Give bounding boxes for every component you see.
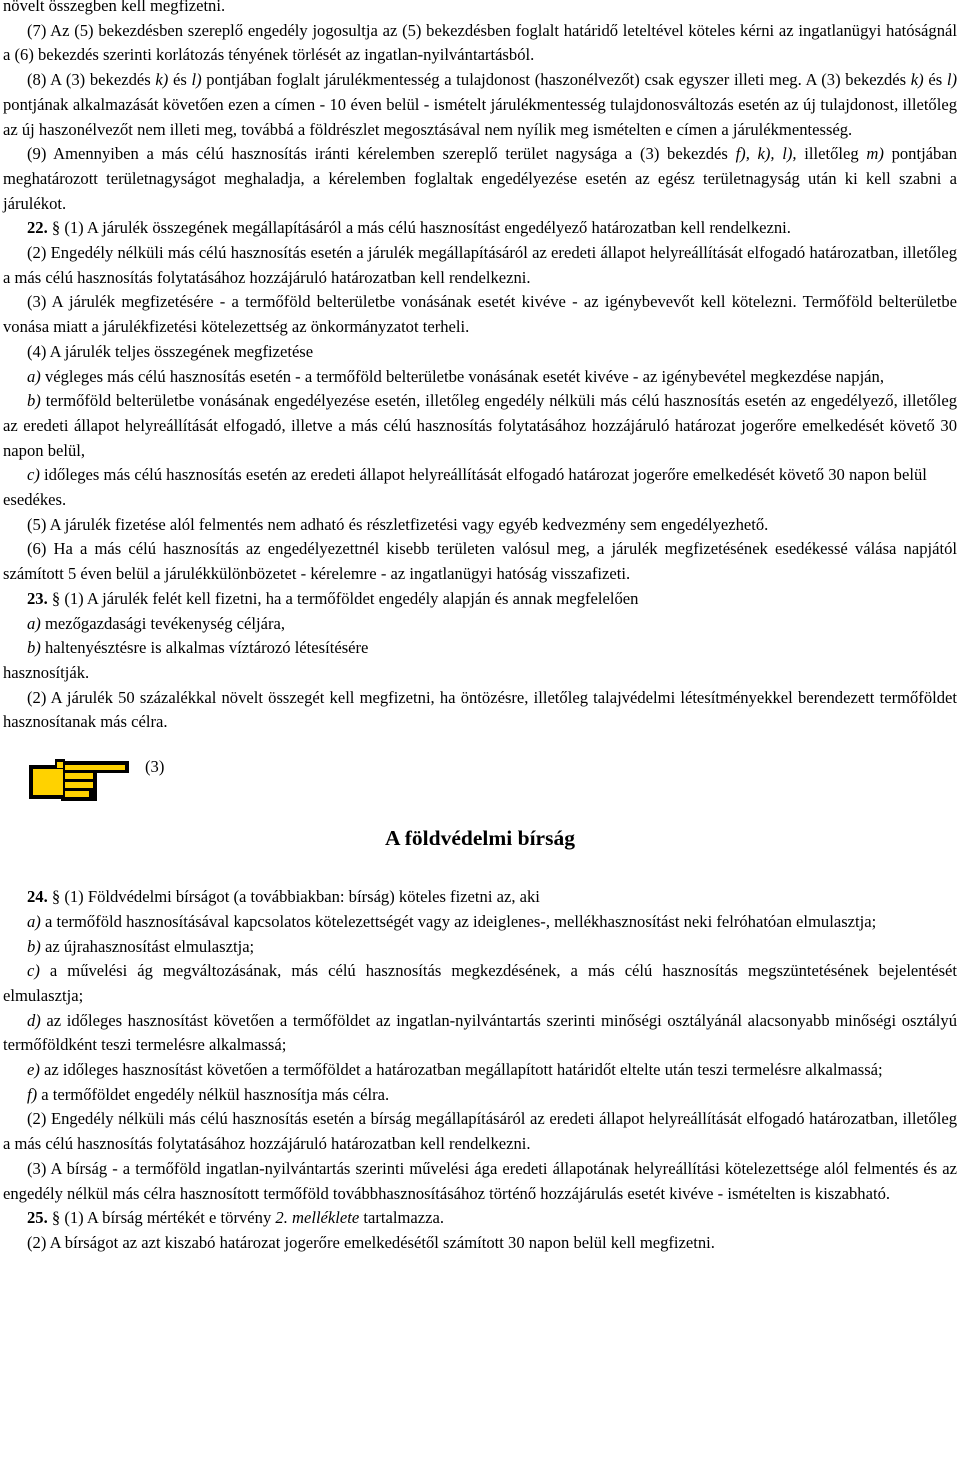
paragraph-9: (9) Amennyiben a más célú hasznosítás iránti kérelemben szereplő terület nagysága a (3) bekezdés f), k), l), illetőleg m) pontjában meghatározott területnagyságot meghaladja, a kérelemben foglaltak engedélyezése esetén az egész területnagyság után ki kell szabni a járulékot. [3, 144, 958, 213]
section-number: 25. [27, 1208, 48, 1228]
section-24-para-1: 24. § (1) Földvédelmi bírságot (a továbbiakban: bírság) köteles fizetni az, aki [27, 887, 540, 907]
section-number: 22. [27, 218, 48, 238]
section-24-point-b: b) az újrahasznosítást elmulasztja; [27, 936, 255, 956]
section-24-point-d: d) az időleges hasznosítást követően a termőföldet az ingatlan-nyilvántartás szerinti minőségi osztályánál alacsonyabb minőségi osztályú termőföldként teszi termelésre alkalmassá; [3, 1010, 957, 1055]
section-22-para-1: 22. § (1) A járulék összegének megállapításáról a más célú hasznosítást engedélyező határozatban kell rendelkezni. [27, 218, 791, 238]
section-23-point-b: b) haltenyésztésre is alkalmas víztározó létesítésére [27, 638, 369, 658]
document-page [3, 0, 957, 1256]
pointing-hand-icon [25, 751, 133, 803]
section-23-para-1: 23. § (1) A járulék felét kell fizetni, ha a termőföldet engedély alapján és annak megfelelően [27, 588, 639, 608]
section-23-point-a: a) mezőgazdasági tevékenység céljára, [27, 613, 285, 633]
section-22-para-6: (6) Ha a más célú hasznosítás az engedélyezettnél kisebb területen valósul meg, a járulék megfizetésének esedékessé válása napjától számított 5 éven belül a járulékkülönbözetet - kérelemre - az ingatlanügyi hatóság visszafizeti. [3, 539, 957, 584]
pointer-reference-row [3, 739, 957, 817]
section-24-point-f: f) a termőföldet engedély nélkül hasznosítja más célra. [27, 1084, 390, 1104]
section-23-point-end: hasznosítják. [3, 662, 90, 682]
section-22-point-end: esedékes. [3, 490, 67, 510]
section-number: 24. [27, 887, 48, 907]
section-22-point-c: c) időleges más célú hasznosítás esetén az eredeti állapot helyreállítását elfogadó határozat jogerőre emelkedését követő 30 napon belül [27, 465, 927, 485]
section-24-para-3: (3) A bírság - a termőföld ingatlan-nyilvántartás szerinti művelési ága eredeti állapotának helyreállítási kötelezettsége alól felmentés és az engedély nélkül más célra hasznosított termőföld továbbhasznosításához történő hozzájárulás esetét kivéve - ismételten is kiszabható. [3, 1158, 957, 1203]
section-24-point-a: a) a termőföld hasznosításával kapcsolatos kötelezettségét vagy az ideiglenes-, mellékhasznosítást neki felróhatóan elmulasztja; [27, 911, 877, 931]
section-24-para-2: (2) Engedély nélküli más célú hasznosítás esetén a bírság megállapításáról az eredeti állapot helyreállítását elfogadó határozatban, illetőleg a más célú hasznosítás folytatásához hozzájáruló határozatban kell rendelkezni. [3, 1109, 957, 1154]
pointer-label: (3) [145, 757, 165, 777]
section-22-para-4: (4) A járulék teljes összegének megfizetése [27, 341, 314, 361]
paragraph-8: (8) A (3) bekezdés k) és l) pontjában foglalt járulékmentesség a tulajdonost (haszonélvezőt) csak egyszer illeti meg. A (3) bekezdés k) és l) pontjának alkalmazását követően ezen a címen - 10 éven belül - ismételt járulékmentesség tulajdonosváltozás esetén az új tulajdonost, illetőleg az új haszonélvezőt nem illeti meg, továbbá a földrészlet megosztásával nem nyílik meg ismételten e címen a járulékmentesség. [3, 70, 958, 139]
section-24-point-e: e) az időleges hasznosítást követően a termőföldet a határozatban megállapított határidőt eltelte után teszi termelésre alkalmassá; [27, 1060, 883, 1080]
section-22-para-2: (2) Engedély nélküli más célú hasznosítás esetén a járulék megállapításáról az eredeti állapot helyreállítását elfogadó határozatban, illetőleg a más célú hasznosítás folytatásához hozzájáruló határozatban kell rendelkezni. [3, 243, 957, 287]
section-22-point-b: b) termőföld belterületbe vonásának engedélyezése esetén, illetőleg engedély nélküli más célú hasznosítás esetén az engedélyező, illetőleg az eredeti állapot helyreállítását elfogadó, illetve a más célú hasznosítás folytatásához hozzájáruló határozat jogerőre emelkedését követő 30 napon belül, [3, 391, 957, 460]
section-number: 23. [27, 588, 48, 608]
section-24-point-c: c) a művelési ág megváltozásának, más célú hasznosítás megkezdésének, a más célú hasznosítás megszüntetésének bejelentését elmulasztja; [3, 961, 957, 1005]
section-heading: A földvédelmi bírság [385, 826, 575, 851]
section-23-para-2: (2) A járulék 50 százalékkal növelt összegét kell megfizetni, ha öntözésre, illetőleg talajvédelmi létesítményekkel berendezett termőföldet hasznosítanak más célra. [3, 687, 957, 732]
paragraph-7: (7) Az (5) bekezdésben szereplő engedély jogosultja az (5) bekezdésben foglalt határidő leteltével köteles kérni az ingatlanügyi hatóságnál a (6) bekezdés szerinti korlátozás tényének törlését az ingatlan-nyilvántartásból. [3, 20, 957, 65]
section-22-point-a: a) végleges más célú hasznosítás esetén - a termőföld belterületbe vonásának esetét kivéve - az igénybevétel megkezdése napján, [27, 366, 884, 386]
section-25-para-1: 25. § (1) A bírság mértékét e törvény 2. melléklete tartalmazza. [27, 1208, 445, 1228]
section-22-para-3: (3) A járulék megfizetésére - a termőföld belterületbe vonásának esetét kivéve - az igénybevevőt kell kötelezni. Termőföld belterületbe vonása miatt a járulékfizetési kötelezettség az önkormányzatot terheli. [3, 292, 957, 337]
section-22-para-5: (5) A járulék fizetése alól felmentés nem adható és részletfizetési vagy egyéb kedvezmény sem engedélyezhető. [27, 514, 769, 534]
paragraph-continuation: növelt összegben kell megfizetni. [3, 0, 226, 15]
section-25-para-2: (2) A bírságot az azt kiszabó határozat jogerőre emelkedésétől számított 30 napon belül kell megfizetni. [27, 1232, 715, 1252]
